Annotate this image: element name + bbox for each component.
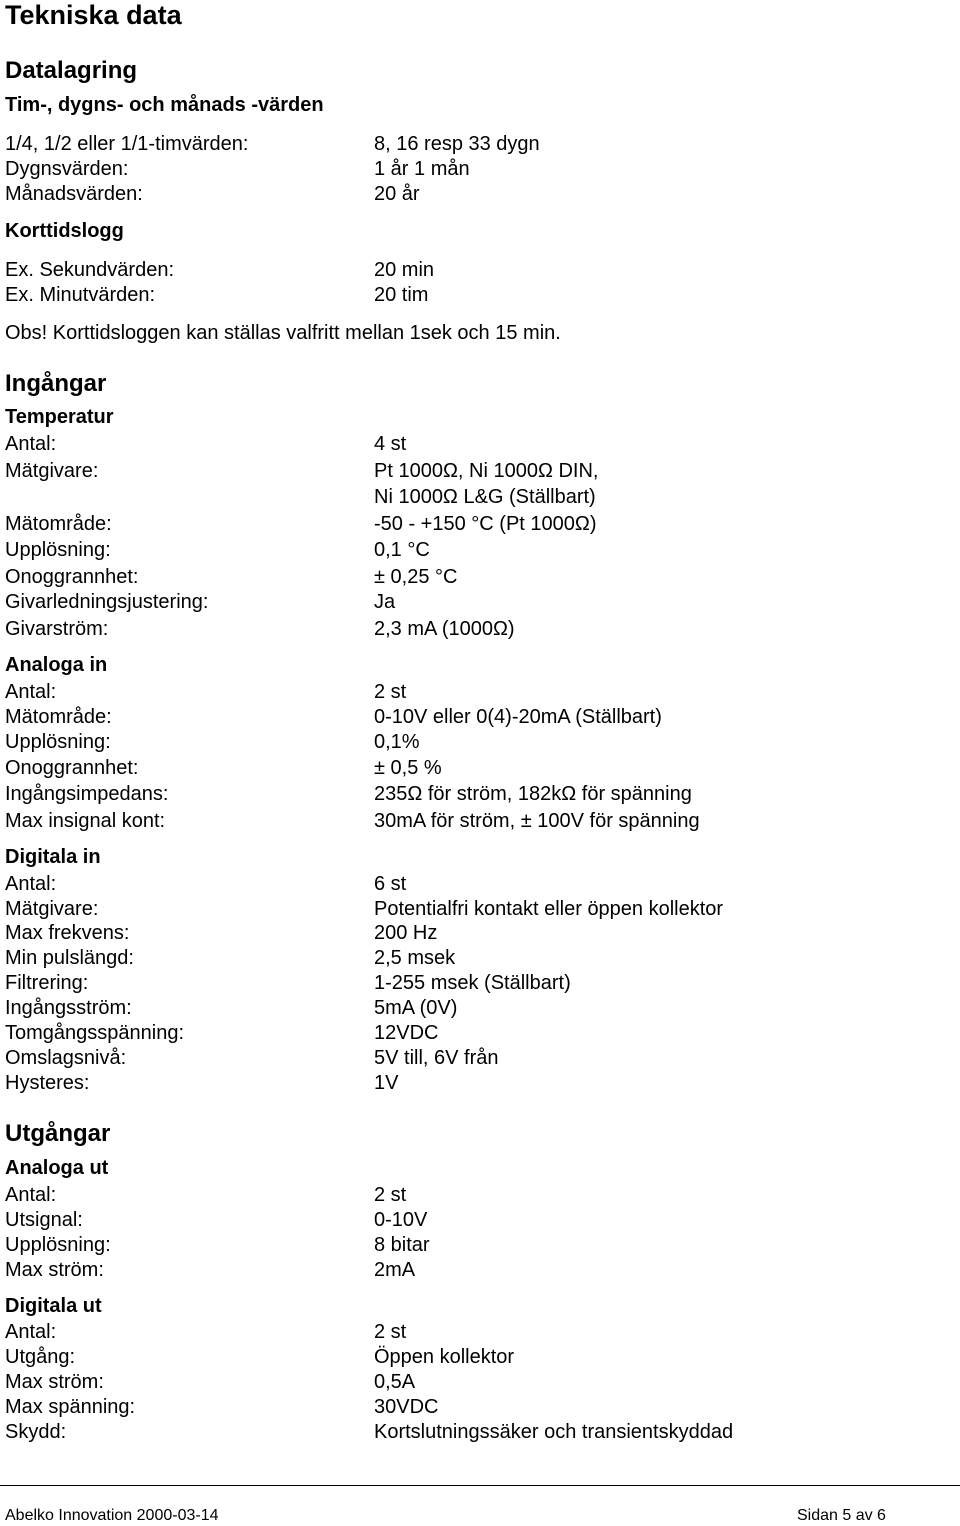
row-value: ± 0,25 °C — [374, 566, 458, 588]
note-text: Obs! Korttidsloggen kan ställas valfritt mellan 1sek och 15 min. — [5, 322, 561, 344]
row-label: Utgång: — [5, 1346, 76, 1368]
row-value: 8, 16 resp 33 dygn — [374, 133, 540, 155]
section-heading-ingangar: Ingångar — [5, 370, 107, 397]
row-value: 1V — [374, 1072, 399, 1094]
row-label: Omslagsnivå: — [5, 1047, 127, 1069]
row-value: 2 st — [374, 1184, 407, 1206]
row-value: Pt 1000Ω, Ni 1000Ω DIN, — [374, 460, 599, 482]
row-label: Upplösning: — [5, 539, 111, 561]
row-value: Ni 1000Ω L&G (Ställbart) — [374, 486, 596, 508]
footer-left-text: Abelko Innovation 2000-03-14 — [5, 1507, 219, 1524]
row-label: Mätområde: — [5, 513, 112, 535]
subheading-temperatur: Temperatur — [5, 406, 114, 428]
row-value: 2,5 msek — [374, 947, 456, 969]
row-label: Antal: — [5, 873, 57, 895]
row-label: Ingångsström: — [5, 997, 132, 1019]
row-value: Kortslutningssäker och transientskyddad — [374, 1421, 734, 1443]
row-value: 20 min — [374, 259, 435, 281]
row-label: Ex. Sekundvärden: — [5, 259, 174, 281]
row-label: Max ström: — [5, 1371, 104, 1393]
row-label: Antal: — [5, 433, 57, 455]
row-value: 12VDC — [374, 1022, 439, 1044]
row-label: Max spänning: — [5, 1396, 136, 1418]
row-label: Ingångsimpedans: — [5, 783, 169, 805]
subheading-tim-dygns-manads: Tim-, dygns- och månads -värden — [5, 94, 324, 116]
row-value: 30mA för ström, ± 100V för spänning — [374, 810, 700, 832]
row-value: 20 tim — [374, 284, 429, 306]
row-label: Givarström: — [5, 618, 109, 640]
row-value: 5V till, 6V från — [374, 1047, 499, 1069]
row-label: Mätområde: — [5, 706, 112, 728]
row-label: Antal: — [5, 681, 57, 703]
row-value: 20 år — [374, 183, 420, 205]
row-value: 0-10V — [374, 1209, 428, 1231]
row-label: Upplösning: — [5, 731, 111, 753]
row-value: 0-10V eller 0(4)-20mA (Ställbart) — [374, 706, 662, 728]
row-label: Antal: — [5, 1321, 57, 1343]
page-title: Tekniska data — [5, 0, 182, 30]
row-value: ± 0,5 % — [374, 757, 442, 779]
row-value: 30VDC — [374, 1396, 439, 1418]
row-value: 8 bitar — [374, 1234, 430, 1256]
row-label: Max insignal kont: — [5, 810, 166, 832]
subheading-korttidslogg: Korttidslogg — [5, 220, 124, 242]
section-heading-datalagring: Datalagring — [5, 57, 138, 84]
row-value: Ja — [374, 591, 396, 613]
row-value: 0,1% — [374, 731, 420, 753]
row-value: -50 - +150 °C (Pt 1000Ω) — [374, 513, 597, 535]
row-label: 1/4, 1/2 eller 1/1-timvärden: — [5, 133, 249, 155]
row-value: 4 st — [374, 433, 407, 455]
row-value: 5mA (0V) — [374, 997, 458, 1019]
row-label: Skydd: — [5, 1421, 67, 1443]
subheading-digitala-in: Digitala in — [5, 846, 101, 868]
row-label: Månadsvärden: — [5, 183, 143, 205]
row-label: Filtrering: — [5, 972, 89, 994]
row-value: 1 år 1 mån — [374, 158, 470, 180]
subheading-analoga-ut: Analoga ut — [5, 1157, 109, 1179]
section-heading-utgangar: Utgångar — [5, 1120, 111, 1147]
row-value: 2 st — [374, 681, 407, 703]
row-label: Onoggrannhet: — [5, 566, 139, 588]
row-label: Mätgivare: — [5, 460, 99, 482]
row-label: Max frekvens: — [5, 922, 130, 944]
footer-page-number: Sidan 5 av 6 — [797, 1507, 886, 1524]
row-value: 6 st — [374, 873, 407, 895]
row-label: Upplösning: — [5, 1234, 111, 1256]
row-label: Antal: — [5, 1184, 57, 1206]
row-label: Dygnsvärden: — [5, 158, 129, 180]
subheading-digitala-ut: Digitala ut — [5, 1295, 102, 1317]
row-label: Givarledningsjustering: — [5, 591, 209, 613]
row-value: 0,5A — [374, 1371, 416, 1393]
footer-divider — [0, 1485, 960, 1486]
row-value: Öppen kollektor — [374, 1346, 515, 1368]
row-value: 2 st — [374, 1321, 407, 1343]
subheading-analoga-in: Analoga in — [5, 654, 108, 676]
row-label: Hysteres: — [5, 1072, 90, 1094]
row-label: Tomgångsspänning: — [5, 1022, 185, 1044]
row-value: 1-255 msek (Ställbart) — [374, 972, 571, 994]
row-value: Potentialfri kontakt eller öppen kollektor — [374, 898, 724, 920]
row-value: 2,3 mA (1000Ω) — [374, 618, 515, 640]
row-value: 0,1 °C — [374, 539, 430, 561]
row-value: 2mA — [374, 1259, 416, 1281]
row-value: 235Ω för ström, 182kΩ för spänning — [374, 783, 692, 805]
row-label: Ex. Minutvärden: — [5, 284, 156, 306]
row-value: 200 Hz — [374, 922, 438, 944]
row-label: Onoggrannhet: — [5, 757, 139, 779]
row-label: Mätgivare: — [5, 898, 99, 920]
row-label: Utsignal: — [5, 1209, 83, 1231]
row-label: Max ström: — [5, 1259, 104, 1281]
row-label: Min pulslängd: — [5, 947, 134, 969]
